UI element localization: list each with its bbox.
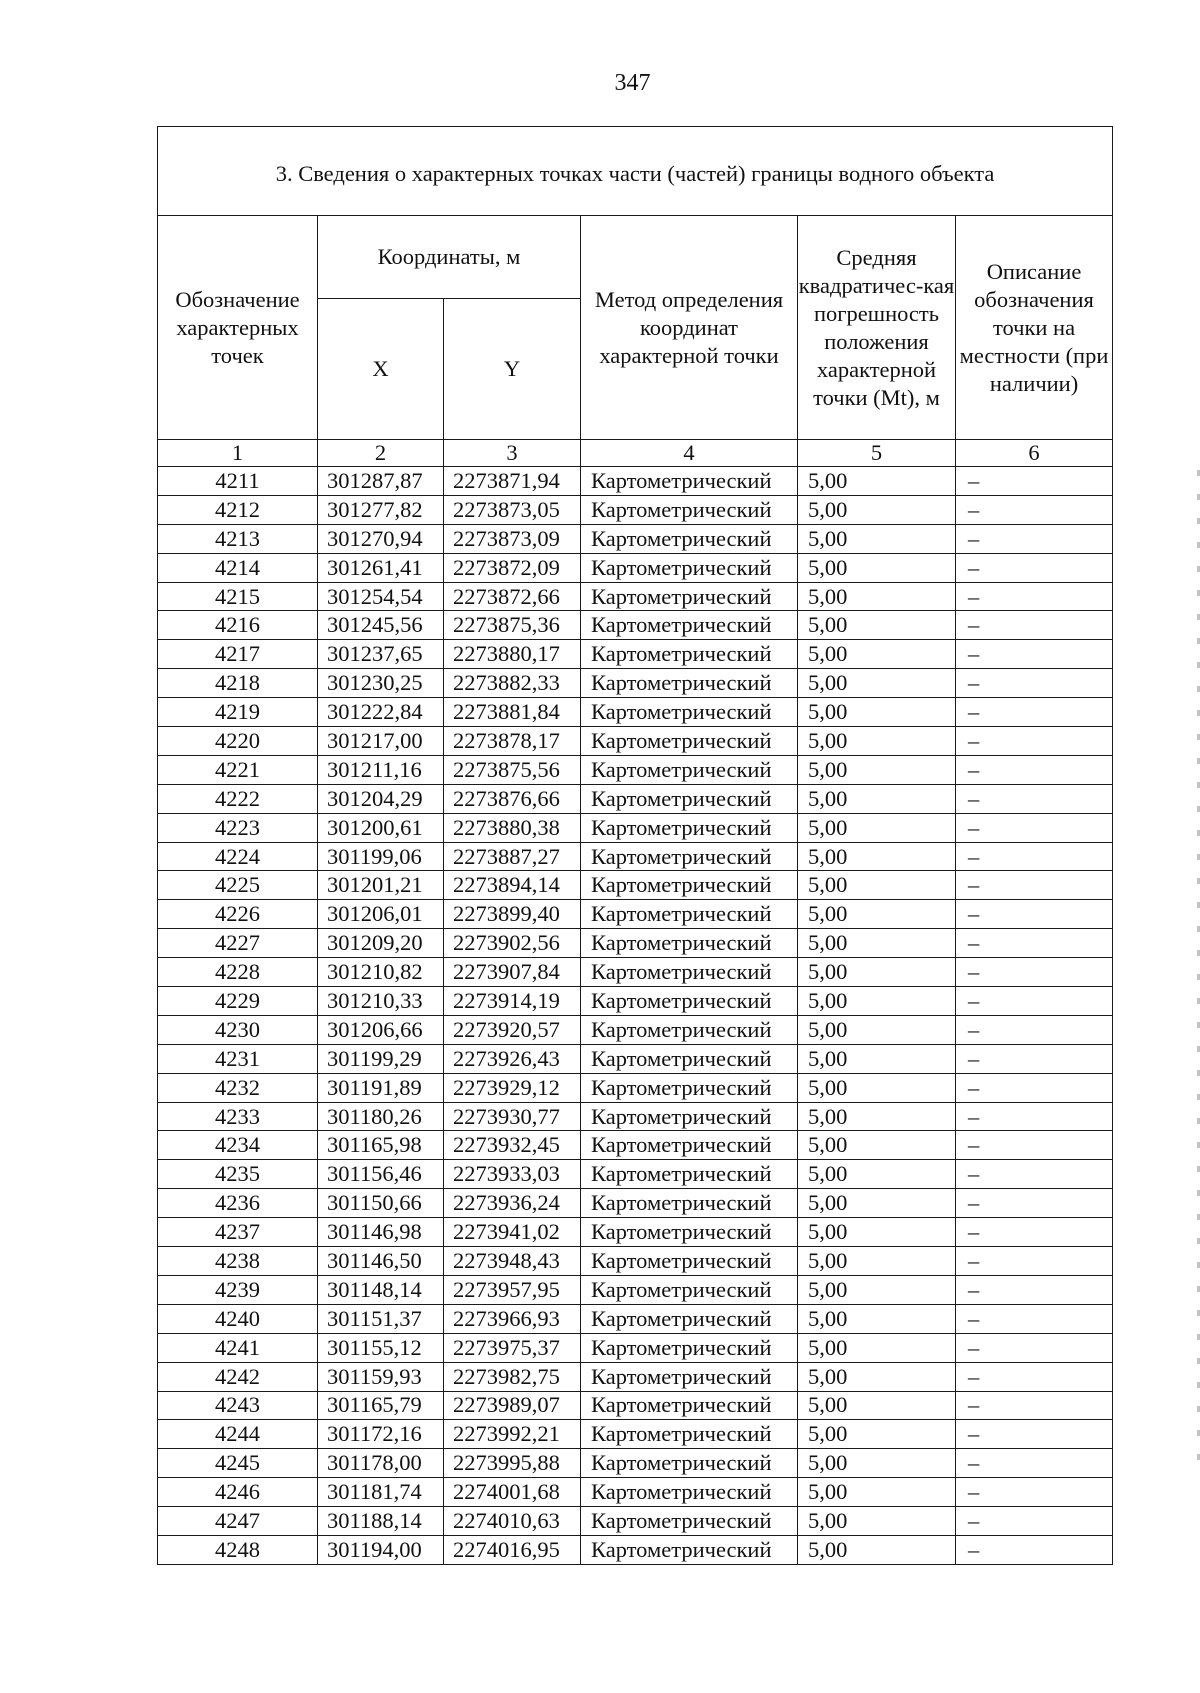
cell-point-id: 4244 bbox=[158, 1420, 318, 1449]
cell-error: 5,00 bbox=[798, 1362, 956, 1391]
cell-coord-x: 301210,33 bbox=[318, 987, 444, 1016]
cell-error: 5,00 bbox=[798, 1131, 956, 1160]
cell-coord-y: 2273930,77 bbox=[444, 1102, 581, 1131]
cell-coord-y: 2274016,95 bbox=[444, 1535, 581, 1564]
cell-point-id: 4232 bbox=[158, 1073, 318, 1102]
cell-description: – bbox=[956, 755, 1113, 784]
cell-point-id: 4223 bbox=[158, 813, 318, 842]
cell-method: Картометрический bbox=[581, 784, 798, 813]
cell-coord-y: 2273894,14 bbox=[444, 871, 581, 900]
cell-method: Картометрический bbox=[581, 1333, 798, 1362]
table-row bbox=[158, 1189, 1113, 1218]
cell-method: Картометрический bbox=[581, 1420, 798, 1449]
cell-point-id: 4231 bbox=[158, 1044, 318, 1073]
cell-coord-x: 301146,50 bbox=[318, 1247, 444, 1276]
table-row bbox=[158, 1160, 1113, 1189]
cell-coord-x: 301201,21 bbox=[318, 871, 444, 900]
cell-method: Картометрический bbox=[581, 669, 798, 698]
table-row bbox=[158, 1275, 1113, 1304]
column-number-row bbox=[158, 440, 1113, 467]
table-row bbox=[158, 813, 1113, 842]
cell-error: 5,00 bbox=[798, 900, 956, 929]
cell-error: 5,00 bbox=[798, 1044, 956, 1073]
cell-description: – bbox=[956, 1218, 1113, 1247]
cell-error: 5,00 bbox=[798, 1102, 956, 1131]
column-number: 6 bbox=[956, 440, 1113, 467]
cell-description: – bbox=[956, 1275, 1113, 1304]
cell-coord-x: 301287,87 bbox=[318, 467, 444, 496]
cell-coord-y: 2273957,95 bbox=[444, 1275, 581, 1304]
cell-coord-y: 2273882,33 bbox=[444, 669, 581, 698]
cell-method: Картометрический bbox=[581, 1044, 798, 1073]
cell-coord-x: 301222,84 bbox=[318, 698, 444, 727]
cell-error: 5,00 bbox=[798, 1420, 956, 1449]
cell-error: 5,00 bbox=[798, 1535, 956, 1564]
cell-error: 5,00 bbox=[798, 813, 956, 842]
header-description: Описание обозначения точки на местности (при наличии) bbox=[956, 216, 1113, 440]
cell-coord-y: 2273933,03 bbox=[444, 1160, 581, 1189]
header-y: Y bbox=[444, 299, 581, 440]
table-row bbox=[158, 900, 1113, 929]
table-row bbox=[158, 842, 1113, 871]
cell-coord-y: 2273932,45 bbox=[444, 1131, 581, 1160]
cell-point-id: 4230 bbox=[158, 1015, 318, 1044]
cell-coord-x: 301211,16 bbox=[318, 755, 444, 784]
cell-point-id: 4243 bbox=[158, 1391, 318, 1420]
table-row bbox=[158, 1535, 1113, 1564]
cell-description: – bbox=[956, 698, 1113, 727]
cell-description: – bbox=[956, 467, 1113, 496]
cell-description: – bbox=[956, 1189, 1113, 1218]
cell-error: 5,00 bbox=[798, 640, 956, 669]
cell-point-id: 4224 bbox=[158, 842, 318, 871]
cell-point-id: 4216 bbox=[158, 611, 318, 640]
cell-coord-y: 2274010,63 bbox=[444, 1507, 581, 1536]
cell-error: 5,00 bbox=[798, 1449, 956, 1478]
table-row bbox=[158, 871, 1113, 900]
cell-method: Картометрический bbox=[581, 582, 798, 611]
cell-coord-x: 301210,82 bbox=[318, 958, 444, 987]
page-number: 347 bbox=[614, 70, 651, 96]
cell-coord-y: 2273899,40 bbox=[444, 900, 581, 929]
cell-description: – bbox=[956, 495, 1113, 524]
cell-error: 5,00 bbox=[798, 698, 956, 727]
cell-coord-y: 2273880,17 bbox=[444, 640, 581, 669]
cell-point-id: 4237 bbox=[158, 1218, 318, 1247]
cell-coord-x: 301156,46 bbox=[318, 1160, 444, 1189]
table-row bbox=[158, 1362, 1113, 1391]
column-number: 4 bbox=[581, 440, 798, 467]
column-number: 3 bbox=[444, 440, 581, 467]
cell-point-id: 4213 bbox=[158, 524, 318, 553]
table-row bbox=[158, 1102, 1113, 1131]
cell-point-id: 4217 bbox=[158, 640, 318, 669]
cell-method: Картометрический bbox=[581, 1160, 798, 1189]
cell-description: – bbox=[956, 1304, 1113, 1333]
cell-method: Картометрический bbox=[581, 1535, 798, 1564]
cell-method: Картометрический bbox=[581, 1015, 798, 1044]
cell-error: 5,00 bbox=[798, 1189, 956, 1218]
cell-method: Картометрический bbox=[581, 1247, 798, 1276]
cell-error: 5,00 bbox=[798, 467, 956, 496]
cell-point-id: 4239 bbox=[158, 1275, 318, 1304]
cell-coord-x: 301199,06 bbox=[318, 842, 444, 871]
cell-method: Картометрический bbox=[581, 1131, 798, 1160]
cell-coord-x: 301180,26 bbox=[318, 1102, 444, 1131]
cell-coord-y: 2273875,56 bbox=[444, 755, 581, 784]
cell-point-id: 4226 bbox=[158, 900, 318, 929]
cell-coord-y: 2273995,88 bbox=[444, 1449, 581, 1478]
table-row bbox=[158, 669, 1113, 698]
cell-coord-y: 2273875,36 bbox=[444, 611, 581, 640]
cell-description: – bbox=[956, 1362, 1113, 1391]
table-body bbox=[158, 467, 1113, 1565]
cell-method: Картометрический bbox=[581, 524, 798, 553]
cell-method: Картометрический bbox=[581, 1218, 798, 1247]
cell-error: 5,00 bbox=[798, 1507, 956, 1536]
cell-point-id: 4234 bbox=[158, 1131, 318, 1160]
cell-method: Картометрический bbox=[581, 495, 798, 524]
cell-error: 5,00 bbox=[798, 1015, 956, 1044]
cell-method: Картометрический bbox=[581, 813, 798, 842]
cell-method: Картометрический bbox=[581, 1189, 798, 1218]
header-error: Средняя квадратичес-кая погрешность положения характерной точки (Mt), м bbox=[798, 216, 956, 440]
cell-point-id: 4247 bbox=[158, 1507, 318, 1536]
cell-error: 5,00 bbox=[798, 524, 956, 553]
cell-point-id: 4225 bbox=[158, 871, 318, 900]
cell-method: Картометрический bbox=[581, 698, 798, 727]
table-row bbox=[158, 524, 1113, 553]
cell-error: 5,00 bbox=[798, 1073, 956, 1102]
cell-description: – bbox=[956, 1247, 1113, 1276]
cell-description: – bbox=[956, 1449, 1113, 1478]
table-row bbox=[158, 611, 1113, 640]
header-x: X bbox=[318, 299, 444, 440]
cell-coord-x: 301150,66 bbox=[318, 1189, 444, 1218]
cell-description: – bbox=[956, 1535, 1113, 1564]
cell-description: – bbox=[956, 611, 1113, 640]
column-number: 2 bbox=[318, 440, 444, 467]
table-row bbox=[158, 467, 1113, 496]
cell-coord-x: 301206,01 bbox=[318, 900, 444, 929]
cell-error: 5,00 bbox=[798, 1333, 956, 1362]
cell-point-id: 4238 bbox=[158, 1247, 318, 1276]
cell-point-id: 4229 bbox=[158, 987, 318, 1016]
cell-coord-y: 2273873,09 bbox=[444, 524, 581, 553]
cell-method: Картометрический bbox=[581, 727, 798, 756]
cell-coord-x: 301230,25 bbox=[318, 669, 444, 698]
table-row bbox=[158, 1391, 1113, 1420]
table-row bbox=[158, 1333, 1113, 1362]
cell-method: Картометрический bbox=[581, 1478, 798, 1507]
cell-coord-x: 301172,16 bbox=[318, 1420, 444, 1449]
cell-method: Картометрический bbox=[581, 1275, 798, 1304]
cell-point-id: 4241 bbox=[158, 1333, 318, 1362]
cell-coord-y: 2273878,17 bbox=[444, 727, 581, 756]
cell-point-id: 4221 bbox=[158, 755, 318, 784]
cell-description: – bbox=[956, 900, 1113, 929]
cell-description: – bbox=[956, 813, 1113, 842]
cell-description: – bbox=[956, 669, 1113, 698]
cell-coord-y: 2274001,68 bbox=[444, 1478, 581, 1507]
cell-coord-x: 301254,54 bbox=[318, 582, 444, 611]
table-row bbox=[158, 1420, 1113, 1449]
cell-coord-x: 301165,79 bbox=[318, 1391, 444, 1420]
cell-coord-x: 301199,29 bbox=[318, 1044, 444, 1073]
cell-coord-x: 301277,82 bbox=[318, 495, 444, 524]
cell-method: Картометрический bbox=[581, 1507, 798, 1536]
cell-method: Картометрический bbox=[581, 987, 798, 1016]
cell-description: – bbox=[956, 842, 1113, 871]
cell-coord-x: 301204,29 bbox=[318, 784, 444, 813]
cell-coord-y: 2273936,24 bbox=[444, 1189, 581, 1218]
table-row bbox=[158, 1304, 1113, 1333]
cell-method: Картометрический bbox=[581, 1449, 798, 1478]
cell-coord-y: 2273941,02 bbox=[444, 1218, 581, 1247]
cell-description: – bbox=[956, 1391, 1113, 1420]
cell-coord-x: 301151,37 bbox=[318, 1304, 444, 1333]
cell-coord-x: 301165,98 bbox=[318, 1131, 444, 1160]
cell-coord-y: 2273966,93 bbox=[444, 1304, 581, 1333]
cell-method: Картометрический bbox=[581, 755, 798, 784]
cell-description: – bbox=[956, 958, 1113, 987]
table-row bbox=[158, 987, 1113, 1016]
cell-method: Картометрический bbox=[581, 900, 798, 929]
cell-coord-x: 301191,89 bbox=[318, 1073, 444, 1102]
cell-description: – bbox=[956, 553, 1113, 582]
cell-description: – bbox=[956, 987, 1113, 1016]
cell-coord-x: 301148,14 bbox=[318, 1275, 444, 1304]
cell-point-id: 4245 bbox=[158, 1449, 318, 1478]
cell-coord-y: 2273872,09 bbox=[444, 553, 581, 582]
cell-point-id: 4236 bbox=[158, 1189, 318, 1218]
cell-error: 5,00 bbox=[798, 553, 956, 582]
cell-method: Картометрический bbox=[581, 929, 798, 958]
cell-method: Картометрический bbox=[581, 553, 798, 582]
cell-description: – bbox=[956, 1160, 1113, 1189]
cell-coord-y: 2273907,84 bbox=[444, 958, 581, 987]
cell-coord-y: 2273926,43 bbox=[444, 1044, 581, 1073]
cell-error: 5,00 bbox=[798, 1304, 956, 1333]
cell-coord-y: 2273872,66 bbox=[444, 582, 581, 611]
cell-coord-y: 2273902,56 bbox=[444, 929, 581, 958]
cell-error: 5,00 bbox=[798, 669, 956, 698]
cell-point-id: 4248 bbox=[158, 1535, 318, 1564]
cell-method: Картометрический bbox=[581, 1362, 798, 1391]
table-row bbox=[158, 582, 1113, 611]
cell-coord-y: 2273876,66 bbox=[444, 784, 581, 813]
column-number: 5 bbox=[798, 440, 956, 467]
cell-point-id: 4228 bbox=[158, 958, 318, 987]
cell-coord-y: 2273948,43 bbox=[444, 1247, 581, 1276]
cell-point-id: 4220 bbox=[158, 727, 318, 756]
cell-description: – bbox=[956, 727, 1113, 756]
cell-error: 5,00 bbox=[798, 755, 956, 784]
cell-coord-x: 301181,74 bbox=[318, 1478, 444, 1507]
cell-description: – bbox=[956, 871, 1113, 900]
table-row bbox=[158, 784, 1113, 813]
cell-coord-y: 2273873,05 bbox=[444, 495, 581, 524]
section-title: 3. Сведения о характерных точках части (частей) границы водного объекта bbox=[158, 127, 1113, 216]
cell-error: 5,00 bbox=[798, 727, 956, 756]
cell-error: 5,00 bbox=[798, 1391, 956, 1420]
cell-description: – bbox=[956, 1131, 1113, 1160]
cell-coord-x: 301270,94 bbox=[318, 524, 444, 553]
cell-description: – bbox=[956, 1015, 1113, 1044]
cell-coord-y: 2273975,37 bbox=[444, 1333, 581, 1362]
cell-coord-y: 2273914,19 bbox=[444, 987, 581, 1016]
cell-error: 5,00 bbox=[798, 1160, 956, 1189]
cell-error: 5,00 bbox=[798, 1247, 956, 1276]
cell-description: – bbox=[956, 582, 1113, 611]
cell-coord-x: 301194,00 bbox=[318, 1535, 444, 1564]
cell-error: 5,00 bbox=[798, 958, 956, 987]
cell-coord-y: 2273880,38 bbox=[444, 813, 581, 842]
cell-coord-x: 301245,56 bbox=[318, 611, 444, 640]
cell-description: – bbox=[956, 1507, 1113, 1536]
cell-coord-x: 301237,65 bbox=[318, 640, 444, 669]
table-row bbox=[158, 640, 1113, 669]
cell-coord-x: 301206,66 bbox=[318, 1015, 444, 1044]
cell-method: Картометрический bbox=[581, 640, 798, 669]
column-number: 1 bbox=[158, 440, 318, 467]
cell-coord-y: 2273881,84 bbox=[444, 698, 581, 727]
cell-coord-x: 301261,41 bbox=[318, 553, 444, 582]
cell-coord-x: 301178,00 bbox=[318, 1449, 444, 1478]
cell-point-id: 4235 bbox=[158, 1160, 318, 1189]
cell-description: – bbox=[956, 1044, 1113, 1073]
cell-point-id: 4215 bbox=[158, 582, 318, 611]
cell-error: 5,00 bbox=[798, 871, 956, 900]
table-row bbox=[158, 698, 1113, 727]
header-designation: Обозначение характерных точек bbox=[158, 216, 318, 440]
cell-description: – bbox=[956, 1478, 1113, 1507]
cell-coord-x: 301146,98 bbox=[318, 1218, 444, 1247]
table-row bbox=[158, 1478, 1113, 1507]
table-row bbox=[158, 1131, 1113, 1160]
boundary-points-table bbox=[157, 126, 1113, 1565]
cell-point-id: 4233 bbox=[158, 1102, 318, 1131]
cell-error: 5,00 bbox=[798, 1275, 956, 1304]
cell-description: – bbox=[956, 640, 1113, 669]
table-row bbox=[158, 495, 1113, 524]
cell-point-id: 4246 bbox=[158, 1478, 318, 1507]
table-row bbox=[158, 755, 1113, 784]
cell-coord-x: 301159,93 bbox=[318, 1362, 444, 1391]
cell-coord-y: 2273887,27 bbox=[444, 842, 581, 871]
table-row bbox=[158, 1247, 1113, 1276]
cell-method: Картометрический bbox=[581, 467, 798, 496]
cell-coord-x: 301200,61 bbox=[318, 813, 444, 842]
cell-method: Картометрический bbox=[581, 1304, 798, 1333]
table-row bbox=[158, 553, 1113, 582]
cell-error: 5,00 bbox=[798, 1478, 956, 1507]
cell-coord-y: 2273982,75 bbox=[444, 1362, 581, 1391]
cell-method: Картометрический bbox=[581, 1073, 798, 1102]
cell-error: 5,00 bbox=[798, 582, 956, 611]
cell-error: 5,00 bbox=[798, 929, 956, 958]
cell-point-id: 4212 bbox=[158, 495, 318, 524]
cell-description: – bbox=[956, 524, 1113, 553]
cell-coord-x: 301209,20 bbox=[318, 929, 444, 958]
cell-method: Картометрический bbox=[581, 871, 798, 900]
table-row bbox=[158, 1044, 1113, 1073]
cell-coord-y: 2273871,94 bbox=[444, 467, 581, 496]
table-row bbox=[158, 727, 1113, 756]
cell-coord-y: 2273920,57 bbox=[444, 1015, 581, 1044]
cell-coord-x: 301188,14 bbox=[318, 1507, 444, 1536]
table-row bbox=[158, 1449, 1113, 1478]
table-row bbox=[158, 958, 1113, 987]
table-row bbox=[158, 1507, 1113, 1536]
cell-point-id: 4240 bbox=[158, 1304, 318, 1333]
cell-coord-x: 301155,12 bbox=[318, 1333, 444, 1362]
cell-point-id: 4227 bbox=[158, 929, 318, 958]
cell-method: Картометрический bbox=[581, 1391, 798, 1420]
cell-description: – bbox=[956, 1073, 1113, 1102]
table-row bbox=[158, 1073, 1113, 1102]
cell-point-id: 4218 bbox=[158, 669, 318, 698]
cell-description: – bbox=[956, 929, 1113, 958]
cell-error: 5,00 bbox=[798, 1218, 956, 1247]
cell-error: 5,00 bbox=[798, 784, 956, 813]
table-row bbox=[158, 929, 1113, 958]
cell-method: Картометрический bbox=[581, 1102, 798, 1131]
cell-method: Картометрический bbox=[581, 611, 798, 640]
table-row bbox=[158, 1218, 1113, 1247]
cell-point-id: 4242 bbox=[158, 1362, 318, 1391]
cell-point-id: 4222 bbox=[158, 784, 318, 813]
cell-method: Картометрический bbox=[581, 958, 798, 987]
cell-coord-y: 2273992,21 bbox=[444, 1420, 581, 1449]
cell-error: 5,00 bbox=[798, 611, 956, 640]
cell-point-id: 4214 bbox=[158, 553, 318, 582]
cell-method: Картометрический bbox=[581, 842, 798, 871]
cell-point-id: 4211 bbox=[158, 467, 318, 496]
cell-coord-y: 2273929,12 bbox=[444, 1073, 581, 1102]
cell-coord-y: 2273989,07 bbox=[444, 1391, 581, 1420]
table-row bbox=[158, 1015, 1113, 1044]
cell-coord-x: 301217,00 bbox=[318, 727, 444, 756]
header-method: Метод определения координат характерной точки bbox=[581, 216, 798, 440]
cell-error: 5,00 bbox=[798, 842, 956, 871]
cell-description: – bbox=[956, 1102, 1113, 1131]
cell-description: – bbox=[956, 1333, 1113, 1362]
cell-error: 5,00 bbox=[798, 987, 956, 1016]
cell-error: 5,00 bbox=[798, 495, 956, 524]
cell-description: – bbox=[956, 784, 1113, 813]
cell-point-id: 4219 bbox=[158, 698, 318, 727]
header-coordinates: Координаты, м bbox=[318, 216, 581, 299]
cell-description: – bbox=[956, 1420, 1113, 1449]
